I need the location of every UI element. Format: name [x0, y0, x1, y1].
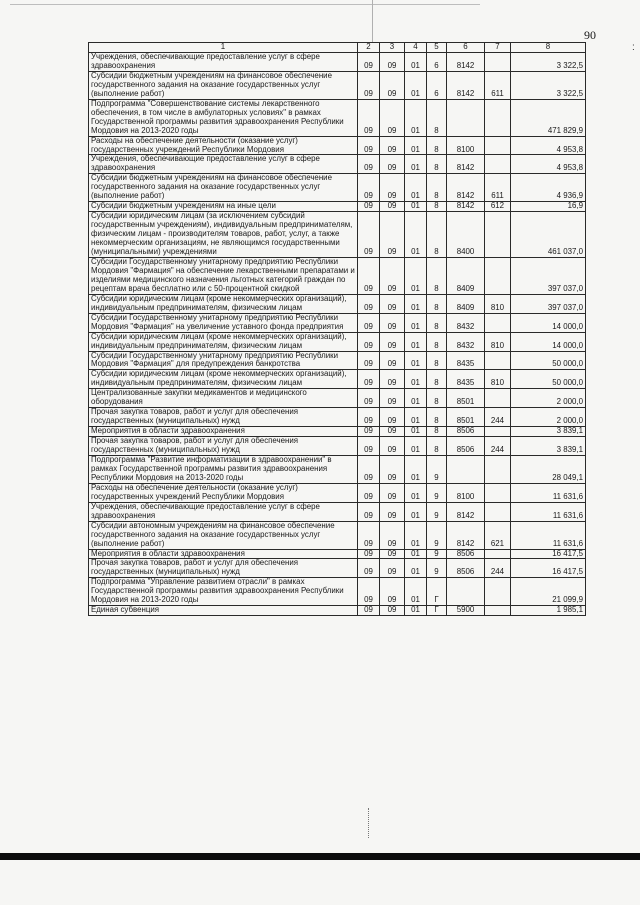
- row-amount: 14 000,0: [511, 313, 586, 332]
- row-code-5: 9: [427, 559, 447, 578]
- row-amount: 2 000,0: [511, 408, 586, 427]
- row-amount: 2 000,0: [511, 389, 586, 408]
- row-code-2: 09: [358, 174, 380, 202]
- table-row: [89, 202, 586, 212]
- row-code-4: 01: [405, 294, 427, 313]
- row-code-5: 8: [427, 99, 447, 136]
- row-code-2: 09: [358, 455, 380, 483]
- row-code-6: [447, 578, 485, 606]
- row-code-4: 01: [405, 370, 427, 389]
- row-code-3: 09: [380, 389, 405, 408]
- table-row: [89, 212, 586, 258]
- row-amount: 16,9: [511, 202, 586, 212]
- row-amount: 50 000,0: [511, 370, 586, 389]
- row-amount: 21 099,9: [511, 578, 586, 606]
- row-description: Субсидии бюджетным учреждениям на финансовое обеспечение государственного задания на оказание государственных услуг (выполнение работ): [89, 174, 358, 202]
- row-amount: 1 985,1: [511, 606, 586, 616]
- row-amount: 11 631,6: [511, 521, 586, 549]
- header-col-1: 1: [89, 43, 358, 53]
- row-description: Расходы на обеспечение деятельности (оказание услуг) государственных учреждений Республики Мордовия: [89, 483, 358, 502]
- scan-top-line: [10, 4, 480, 5]
- row-amount: 461 037,0: [511, 212, 586, 258]
- row-description: Централизованные закупки медикаментов и медицинского оборудования: [89, 389, 358, 408]
- row-code-7: 612: [485, 202, 511, 212]
- row-code-2: 09: [358, 389, 380, 408]
- table-row: [89, 408, 586, 427]
- row-code-6: 8506: [447, 559, 485, 578]
- row-description: Субсидии юридическим лицам (кроме некоммерческих организаций), индивидуальным предпринимателям, физическим лицам: [89, 294, 358, 313]
- table-row: [89, 99, 586, 136]
- row-code-2: 09: [358, 257, 380, 294]
- row-description: Субсидии Государственному унитарному предприятию Республики Мордовия "Фармация" для предупреждения банкротства: [89, 351, 358, 370]
- row-code-3: 09: [380, 174, 405, 202]
- row-code-5: 8: [427, 155, 447, 174]
- row-code-3: 09: [380, 53, 405, 72]
- row-code-4: 01: [405, 606, 427, 616]
- table-row: [89, 483, 586, 502]
- row-code-3: 09: [380, 606, 405, 616]
- table-row: [89, 559, 586, 578]
- row-code-7: [485, 389, 511, 408]
- row-code-4: 01: [405, 202, 427, 212]
- row-code-7: [485, 549, 511, 559]
- row-code-7: [485, 483, 511, 502]
- row-code-3: 09: [380, 294, 405, 313]
- row-code-2: 09: [358, 99, 380, 136]
- row-code-6: 8100: [447, 136, 485, 155]
- row-amount: 4 936,9: [511, 174, 586, 202]
- row-code-6: 8142: [447, 202, 485, 212]
- row-code-6: 8100: [447, 483, 485, 502]
- row-code-4: 01: [405, 549, 427, 559]
- table-row: [89, 257, 586, 294]
- row-code-3: 09: [380, 99, 405, 136]
- row-description: Прочая закупка товаров, работ и услуг для обеспечения государственных (муниципальных) нужд: [89, 437, 358, 456]
- row-code-5: 9: [427, 502, 447, 521]
- row-code-6: [447, 99, 485, 136]
- row-code-7: 810: [485, 332, 511, 351]
- row-code-5: 8: [427, 427, 447, 437]
- row-description: Подпрограмма "Управление развитием отрасли" в рамках Государственной программы развития здравоохранения Республики Мордовия на 2013-2020 годы: [89, 578, 358, 606]
- row-code-7: 611: [485, 174, 511, 202]
- row-code-4: 01: [405, 332, 427, 351]
- row-code-2: 09: [358, 351, 380, 370]
- row-code-4: 01: [405, 174, 427, 202]
- row-code-3: 09: [380, 502, 405, 521]
- row-code-4: 01: [405, 521, 427, 549]
- row-code-6: 8501: [447, 389, 485, 408]
- table-row: [89, 136, 586, 155]
- row-amount: 16 417,5: [511, 559, 586, 578]
- row-code-2: 09: [358, 427, 380, 437]
- row-code-5: 8: [427, 370, 447, 389]
- row-code-4: 01: [405, 389, 427, 408]
- row-code-3: 09: [380, 578, 405, 606]
- row-code-2: 09: [358, 71, 380, 99]
- row-description: Учреждения, обеспечивающие предоставление услуг в сфере здравоохранения: [89, 53, 358, 72]
- row-code-6: 8142: [447, 502, 485, 521]
- row-code-7: [485, 136, 511, 155]
- row-code-5: 6: [427, 71, 447, 99]
- row-code-6: 8506: [447, 437, 485, 456]
- row-code-4: 01: [405, 559, 427, 578]
- table-row: [89, 437, 586, 456]
- row-code-3: 09: [380, 351, 405, 370]
- table-row: [89, 502, 586, 521]
- row-code-5: 8: [427, 437, 447, 456]
- table-row: [89, 71, 586, 99]
- row-amount: 4 953,8: [511, 155, 586, 174]
- row-code-2: 09: [358, 483, 380, 502]
- row-code-6: 8142: [447, 155, 485, 174]
- row-code-6: 8506: [447, 427, 485, 437]
- scan-bottom-band: [0, 853, 640, 860]
- row-code-4: 01: [405, 427, 427, 437]
- row-description: Субсидии бюджетным учреждениям на иные цели: [89, 202, 358, 212]
- table-row: [89, 427, 586, 437]
- row-code-2: 09: [358, 332, 380, 351]
- row-code-3: 09: [380, 408, 405, 427]
- row-code-4: 01: [405, 71, 427, 99]
- header-col-8: 8: [511, 43, 586, 53]
- row-code-6: 8432: [447, 332, 485, 351]
- row-code-3: 09: [380, 257, 405, 294]
- row-code-5: 8: [427, 257, 447, 294]
- row-amount: 3 322,5: [511, 53, 586, 72]
- row-code-7: [485, 99, 511, 136]
- row-code-5: 8: [427, 212, 447, 258]
- row-code-2: 09: [358, 294, 380, 313]
- row-code-5: 8: [427, 136, 447, 155]
- row-code-6: 8435: [447, 351, 485, 370]
- row-amount: 50 000,0: [511, 351, 586, 370]
- row-code-7: [485, 427, 511, 437]
- table-row: [89, 351, 586, 370]
- row-description: Прочая закупка товаров, работ и услуг для обеспечения государственных (муниципальных) нужд: [89, 559, 358, 578]
- row-code-4: 01: [405, 455, 427, 483]
- row-code-7: [485, 155, 511, 174]
- row-code-7: [485, 578, 511, 606]
- row-code-2: 09: [358, 53, 380, 72]
- row-code-3: 09: [380, 212, 405, 258]
- row-code-4: 01: [405, 257, 427, 294]
- row-code-3: 09: [380, 549, 405, 559]
- row-code-5: 8: [427, 389, 447, 408]
- row-code-7: 244: [485, 408, 511, 427]
- row-code-6: 8501: [447, 408, 485, 427]
- row-amount: 471 829,9: [511, 99, 586, 136]
- row-code-7: [485, 257, 511, 294]
- row-code-7: 810: [485, 370, 511, 389]
- row-description: Расходы на обеспечение деятельности (оказание услуг) государственных учреждений Республики Мордовия: [89, 136, 358, 155]
- row-amount: 11 631,6: [511, 483, 586, 502]
- table-row: [89, 549, 586, 559]
- row-code-7: [485, 455, 511, 483]
- row-code-4: 01: [405, 437, 427, 456]
- table-row: [89, 174, 586, 202]
- row-code-5: 8: [427, 408, 447, 427]
- row-code-3: 09: [380, 455, 405, 483]
- table-row: [89, 521, 586, 549]
- row-description: Единая субвенция: [89, 606, 358, 616]
- row-code-7: [485, 502, 511, 521]
- row-amount: 14 000,0: [511, 332, 586, 351]
- row-code-5: 8: [427, 313, 447, 332]
- row-description: Субсидии Государственному унитарному предприятию Республики Мордовия "Фармация" на обеспечение лекарственными препаратами и изделиями медицинского назначения льготных категорий граждан по рецептам врача бесплатно или с 50-процентной скидкой: [89, 257, 358, 294]
- row-code-7: [485, 351, 511, 370]
- row-code-4: 01: [405, 212, 427, 258]
- row-code-6: 8142: [447, 174, 485, 202]
- row-description: Мероприятия в области здравоохранения: [89, 549, 358, 559]
- row-code-2: 09: [358, 606, 380, 616]
- row-description: Прочая закупка товаров, работ и услуг для обеспечения государственных (муниципальных) нужд: [89, 408, 358, 427]
- row-code-4: 01: [405, 53, 427, 72]
- row-code-3: 09: [380, 437, 405, 456]
- table-row: [89, 578, 586, 606]
- row-description: Субсидии юридическим лицам (кроме некоммерческих организаций), индивидуальным предпринимателям, физическим лицам: [89, 370, 358, 389]
- row-code-2: 09: [358, 370, 380, 389]
- table-row: [89, 332, 586, 351]
- row-description: Подпрограмма "Развитие информатизации в здравоохранении" в рамках Государственной программы развития здравоохранения Республики Мордовия на 2013-2020 годы: [89, 455, 358, 483]
- table-row: [89, 389, 586, 408]
- table-row: [89, 455, 586, 483]
- row-description: Субсидии бюджетным учреждениям на финансовое обеспечение государственного задания на оказание государственных услуг (выполнение работ): [89, 71, 358, 99]
- row-code-2: 09: [358, 408, 380, 427]
- header-col-5: 5: [427, 43, 447, 53]
- row-code-5: 8: [427, 351, 447, 370]
- row-code-5: 6: [427, 53, 447, 72]
- header-col-3: 3: [380, 43, 405, 53]
- row-code-3: 09: [380, 313, 405, 332]
- row-code-5: 9: [427, 483, 447, 502]
- row-code-4: 01: [405, 99, 427, 136]
- row-code-7: [485, 212, 511, 258]
- row-code-3: 09: [380, 332, 405, 351]
- row-code-5: 8: [427, 332, 447, 351]
- row-code-3: 09: [380, 136, 405, 155]
- row-code-3: 09: [380, 71, 405, 99]
- row-code-3: 09: [380, 559, 405, 578]
- row-code-2: 09: [358, 313, 380, 332]
- row-code-4: 01: [405, 155, 427, 174]
- row-code-7: 810: [485, 294, 511, 313]
- row-code-2: 09: [358, 549, 380, 559]
- row-description: Подпрограмма "Совершенствование системы лекарственного обеспечения, в том числе в амбулаторных условиях" в рамках Государственной программы развития здравоохранения Республики Мордовия на 2013-2020 годы: [89, 99, 358, 136]
- row-amount: 11 631,6: [511, 502, 586, 521]
- row-code-6: [447, 455, 485, 483]
- row-code-4: 01: [405, 483, 427, 502]
- row-code-6: 8142: [447, 71, 485, 99]
- row-amount: 3 839,1: [511, 437, 586, 456]
- row-code-6: 8409: [447, 294, 485, 313]
- row-code-7: 611: [485, 71, 511, 99]
- row-code-7: 244: [485, 559, 511, 578]
- row-description: Учреждения, обеспечивающие предоставление услуг в сфере здравоохранения: [89, 502, 358, 521]
- budget-table: [88, 42, 586, 616]
- row-code-2: 09: [358, 578, 380, 606]
- row-amount: 397 037,0: [511, 257, 586, 294]
- row-code-6: 8506: [447, 549, 485, 559]
- row-code-5: 8: [427, 294, 447, 313]
- row-code-2: 09: [358, 202, 380, 212]
- row-code-6: 8435: [447, 370, 485, 389]
- row-code-2: 09: [358, 136, 380, 155]
- row-code-3: 09: [380, 483, 405, 502]
- header-row: [89, 43, 586, 53]
- table-row: [89, 370, 586, 389]
- row-amount: 3 322,5: [511, 71, 586, 99]
- row-code-7: [485, 313, 511, 332]
- row-code-5: Г: [427, 606, 447, 616]
- row-code-3: 09: [380, 427, 405, 437]
- row-code-5: 9: [427, 549, 447, 559]
- table-row: [89, 155, 586, 174]
- row-description: Субсидии юридическим лицам (за исключением субсидий государственным учреждениям), индивидуальным предпринимателям, физическим лицам - производителям товаров, работ, услуг, а также некоммерческим организациям, не являющимся государственными (муниципальными) учреждениями: [89, 212, 358, 258]
- header-col-2: 2: [358, 43, 380, 53]
- row-amount: 4 953,8: [511, 136, 586, 155]
- scan-edge-mark: :: [632, 42, 635, 53]
- row-code-4: 01: [405, 502, 427, 521]
- row-code-2: 09: [358, 155, 380, 174]
- row-code-6: 8400: [447, 212, 485, 258]
- row-code-6: 8409: [447, 257, 485, 294]
- row-code-7: 621: [485, 521, 511, 549]
- row-code-6: 8142: [447, 521, 485, 549]
- row-code-2: 09: [358, 437, 380, 456]
- row-code-7: [485, 53, 511, 72]
- row-amount: 397 037,0: [511, 294, 586, 313]
- row-code-2: 09: [358, 559, 380, 578]
- row-code-2: 09: [358, 521, 380, 549]
- row-code-3: 09: [380, 202, 405, 212]
- row-code-2: 09: [358, 502, 380, 521]
- page-number: 90: [584, 28, 596, 42]
- table-row: [89, 606, 586, 616]
- header-col-7: 7: [485, 43, 511, 53]
- row-code-4: 01: [405, 578, 427, 606]
- row-code-6: 8142: [447, 53, 485, 72]
- row-amount: 28 049,1: [511, 455, 586, 483]
- row-code-3: 09: [380, 155, 405, 174]
- row-description: Субсидии юридическим лицам (кроме некоммерческих организаций), индивидуальным предпринимателям, физическим лицам: [89, 332, 358, 351]
- row-description: Мероприятия в области здравоохранения: [89, 427, 358, 437]
- table-row: [89, 294, 586, 313]
- row-amount: 3 839,1: [511, 427, 586, 437]
- row-code-2: 09: [358, 212, 380, 258]
- row-code-5: 9: [427, 455, 447, 483]
- table-row: [89, 313, 586, 332]
- header-col-6: 6: [447, 43, 485, 53]
- row-description: Субсидии Государственному унитарному предприятию Республики Мордовия "Фармация" на увеличение уставного фонда предприятия: [89, 313, 358, 332]
- row-code-5: 9: [427, 521, 447, 549]
- row-code-7: 244: [485, 437, 511, 456]
- row-code-6: 5900: [447, 606, 485, 616]
- row-amount: 16 417,5: [511, 549, 586, 559]
- table-row: [89, 53, 586, 72]
- row-code-5: 8: [427, 202, 447, 212]
- header-col-4: 4: [405, 43, 427, 53]
- row-code-6: 8432: [447, 313, 485, 332]
- row-description: Учреждения, обеспечивающие предоставление услуг в сфере здравоохранения: [89, 155, 358, 174]
- row-code-4: 01: [405, 136, 427, 155]
- scan-artifact: [368, 808, 371, 838]
- row-code-3: 09: [380, 370, 405, 389]
- row-code-4: 01: [405, 313, 427, 332]
- row-description: Субсидии автономным учреждениям на финансовое обеспечение государственного задания на оказание государственных услуг (выполнение работ): [89, 521, 358, 549]
- row-code-7: [485, 606, 511, 616]
- scan-fold-mark: [372, 0, 373, 42]
- row-code-4: 01: [405, 351, 427, 370]
- row-code-5: Г: [427, 578, 447, 606]
- row-code-3: 09: [380, 521, 405, 549]
- row-code-4: 01: [405, 408, 427, 427]
- row-code-5: 8: [427, 174, 447, 202]
